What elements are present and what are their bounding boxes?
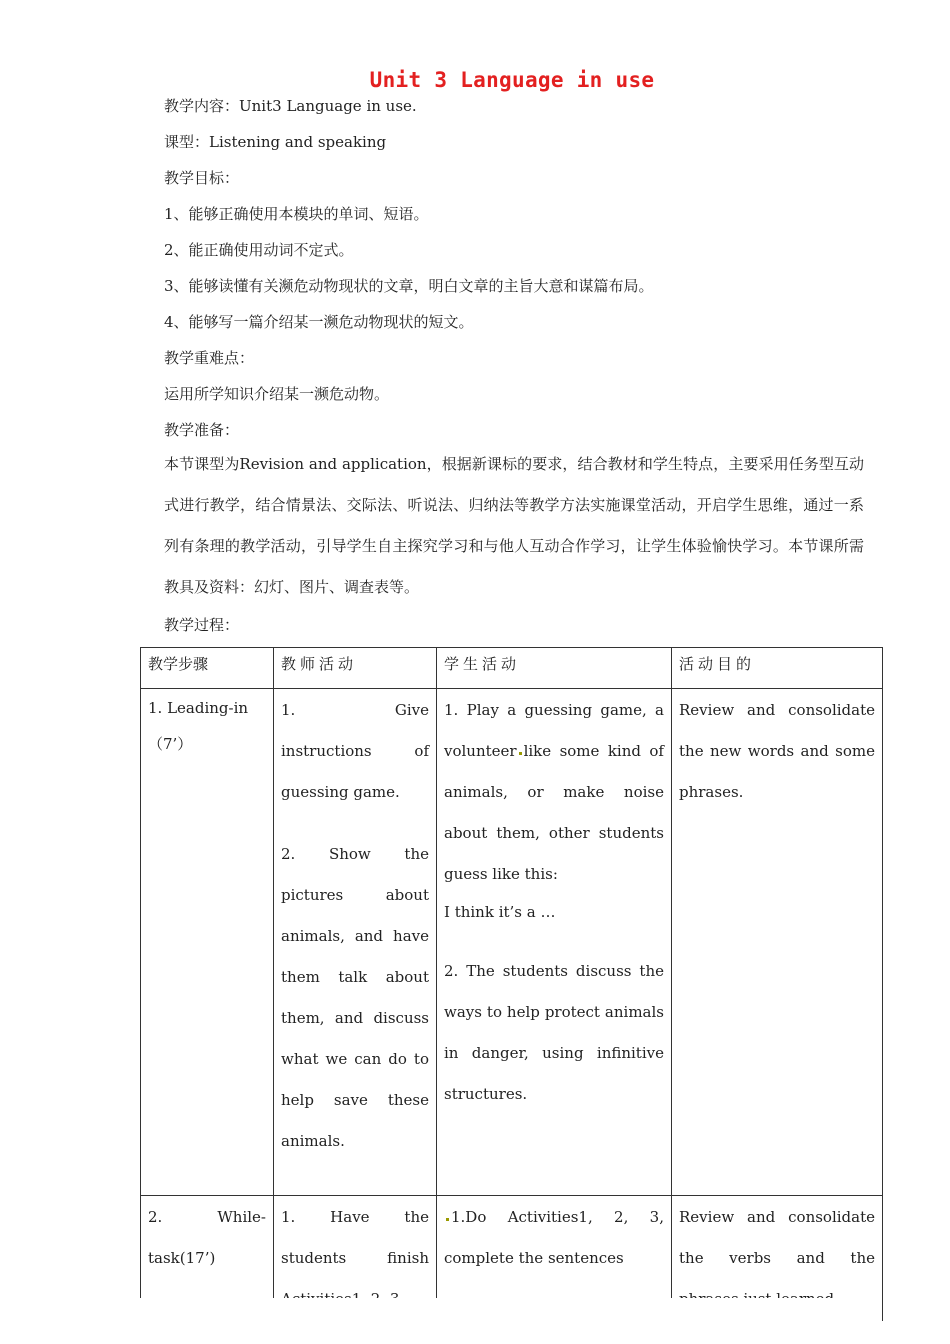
header-student: 学生活动 [437,648,672,689]
step-label: 1. Leading-in [148,699,249,717]
document-title: Unit 3 Language in use [369,68,655,92]
step-time: （7’） [148,735,193,753]
preparation-heading: 教学准备： [164,421,240,439]
teacher-activity: 1. Have the students finish [281,1208,429,1267]
student-activity: 2. The students discuss the ways to help protect animals in danger, using infinitive structures. [444,962,664,1103]
header-teacher: 教师活动 [274,648,437,689]
objectives-heading: 教学目标： [164,169,240,187]
table-row [141,689,883,1196]
purpose-cell [672,689,883,1196]
student-quote: I think it’s a … [444,903,556,921]
preparation-paragraph: 本节课型为Revision and application，根据新课标的要求，结合教材和学生特点，主要采用任务型互动式进行教学，结合情景法、交际法、听说法、归纳法等教学方法实施课堂活动，开启学生思维，通过一系列有条理的教学活动，引导学生自主探究学习和与他人互动合作学习，让学生体验愉快学习。本节课所需教具及资料：幻灯、图片、调查表等。 [164,455,864,596]
page-cutoff [140,1298,882,1344]
table-header-row [141,648,883,689]
objective-item: 1、能够正确使用本模块的单词、短语。 [164,205,429,223]
teaching-process-table [140,647,883,1321]
highlight-mark [519,752,522,755]
keypoints-text: 运用所学知识介绍某一濒危动物。 [164,385,390,403]
header-step: 教学步骤 [141,648,274,689]
highlight-mark [446,1218,449,1221]
header-purpose: 活动目的 [672,648,883,689]
lesson-type: 课型：Listening and speaking [164,133,387,151]
objective-item: 3、能够读懂有关濒危动物现状的文章，明白文章的主旨大意和谋篇布局。 [164,277,654,295]
student-activity: 1. Play a guessing game, a volunteer [444,701,664,760]
step-cell [141,689,274,1196]
student-activity: 1.Do Activities1, 2, 3, complete the sentences [444,1208,664,1267]
purpose-text: Review and consolidate the verbs and the [679,1208,875,1267]
teacher-activity: 1. Give instructions of guessing game. [281,701,429,801]
process-heading: 教学过程： [164,616,240,634]
objective-item: 2、能正确使用动词不定式。 [164,241,354,259]
student-cell [437,689,672,1196]
objective-item: 4、能够写一篇介绍某一濒危动物现状的短文。 [164,313,474,331]
teacher-activity: 2. Show the pictures about animals, and have them talk about them, and discuss what we can do to help save these animals. [281,845,429,1150]
purpose-text: Review and consolidate the new words and some phrases. [679,701,875,801]
keypoints-heading: 教学重难点： [164,349,255,367]
step-label: 2. While-task(17’) [148,1208,266,1267]
teaching-content: 教学内容：Unit3 Language in use. [164,97,417,115]
teacher-cell [274,689,437,1196]
student-activity: like some kind of animals, or make noise about them, other students guess like this: [444,742,664,883]
